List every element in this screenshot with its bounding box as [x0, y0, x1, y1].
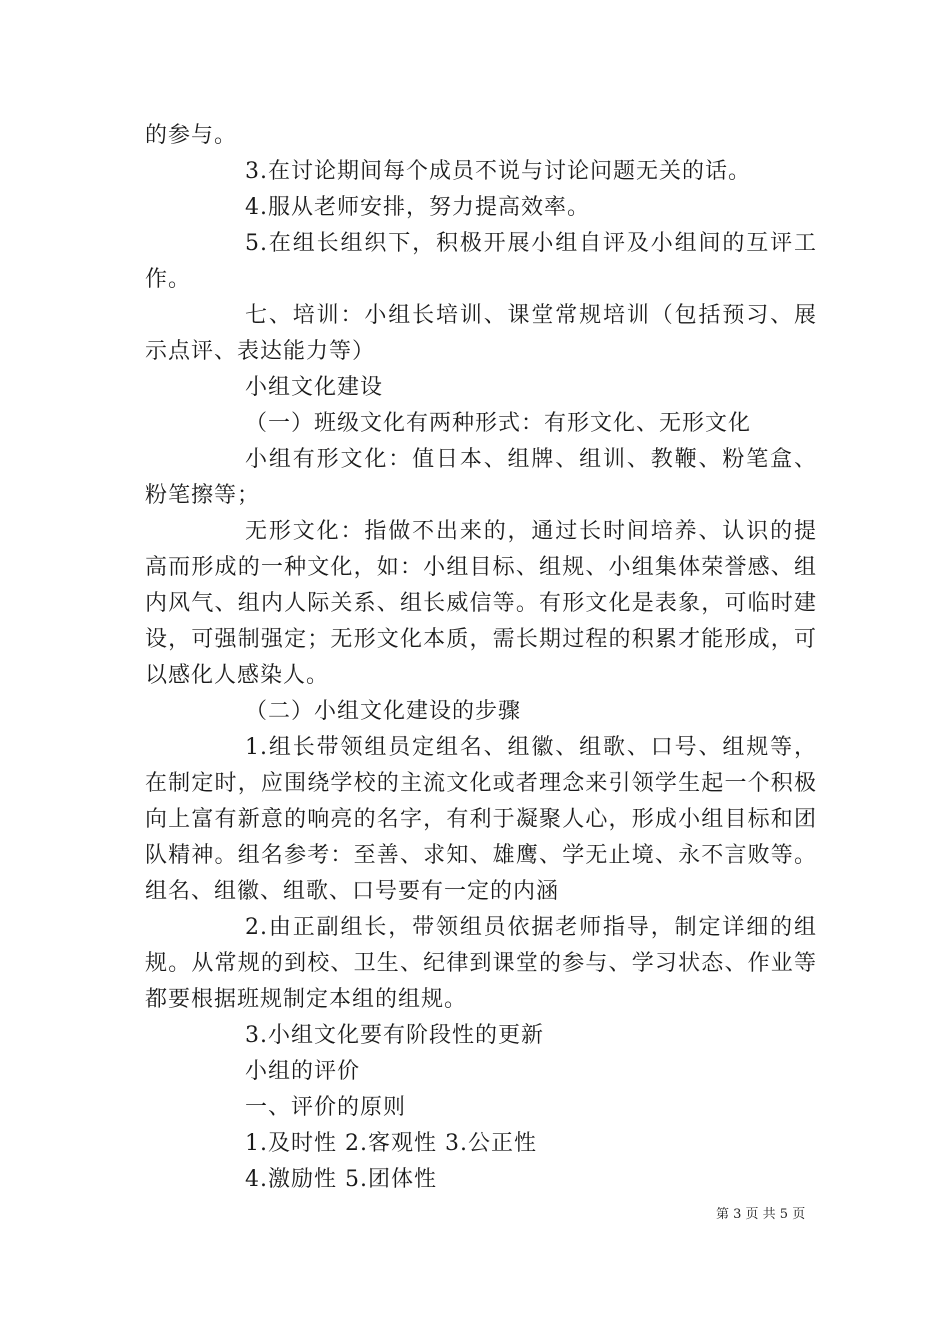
paragraph-13: 3.小组文化要有阶段性的更新	[245, 1023, 544, 1048]
paragraph-11: 1.组长带领组员定组名、组徽、组歌、口号、组规等，在制定时，应围绕学校的主流文化或者理念来引领学生起一个积极向上富有新意的响亮的名字，有利于凝聚人心，形成小组目标和团队精神。组名参考：至善、求知、雄鹰、学无止境、永不言败等。组名、组徽、组歌、口号要有一定的内涵	[145, 735, 817, 904]
paragraph-2: 3.在讨论期间每个成员不说与讨论问题无关的话。	[245, 159, 751, 184]
section-heading-group-culture: 小组文化建设	[245, 375, 384, 400]
paragraph-1: 的参与。	[145, 123, 238, 148]
document-body	[145, 118, 817, 1198]
paragraph-8: 小组有形文化：值日本、组牌、组训、教鞭、粉笔盒、粉笔擦等；	[145, 447, 817, 508]
paragraph-3: 4.服从老师安排，努力提高效率。	[245, 195, 590, 220]
paragraph-5: 七、培训：小组长培训、课堂常规培训（包括预习、展示点评、表达能力等）	[145, 303, 817, 364]
paragraph-16: 1.及时性 2.客观性 3.公正性	[245, 1131, 537, 1156]
section-heading-group-evaluation: 小组的评价	[245, 1059, 361, 1084]
paragraph-7: （一）班级文化有两种形式：有形文化、无形文化	[245, 411, 752, 436]
page-number-footer: 第 3 页 共 5 页	[716, 1207, 806, 1222]
paragraph-4: 5.在组长组织下，积极开展小组自评及小组间的互评工作。	[145, 231, 817, 292]
paragraph-12: 2.由正副组长，带领组员依据老师指导，制定详细的组规。从常规的到校、卫生、纪律到课堂的参与、学习状态、作业等都要根据班规制定本组的组规。	[145, 915, 817, 1012]
paragraph-10: （二）小组文化建设的步骤	[245, 699, 522, 724]
paragraph-9: 无形文化：指做不出来的，通过长时间培养、认识的提高而形成的一种文化，如：小组目标、组规、小组集体荣誉感、组内风气、组内人际关系、组长威信等。有形文化是表象，可临时建设，可强制强定；无形文化本质，需长期过程的积累才能形成，可以感化人感染人。	[145, 519, 817, 688]
paragraph-15: 一、评价的原则	[245, 1095, 407, 1120]
paragraph-17: 4.激励性 5.团体性	[245, 1167, 437, 1192]
